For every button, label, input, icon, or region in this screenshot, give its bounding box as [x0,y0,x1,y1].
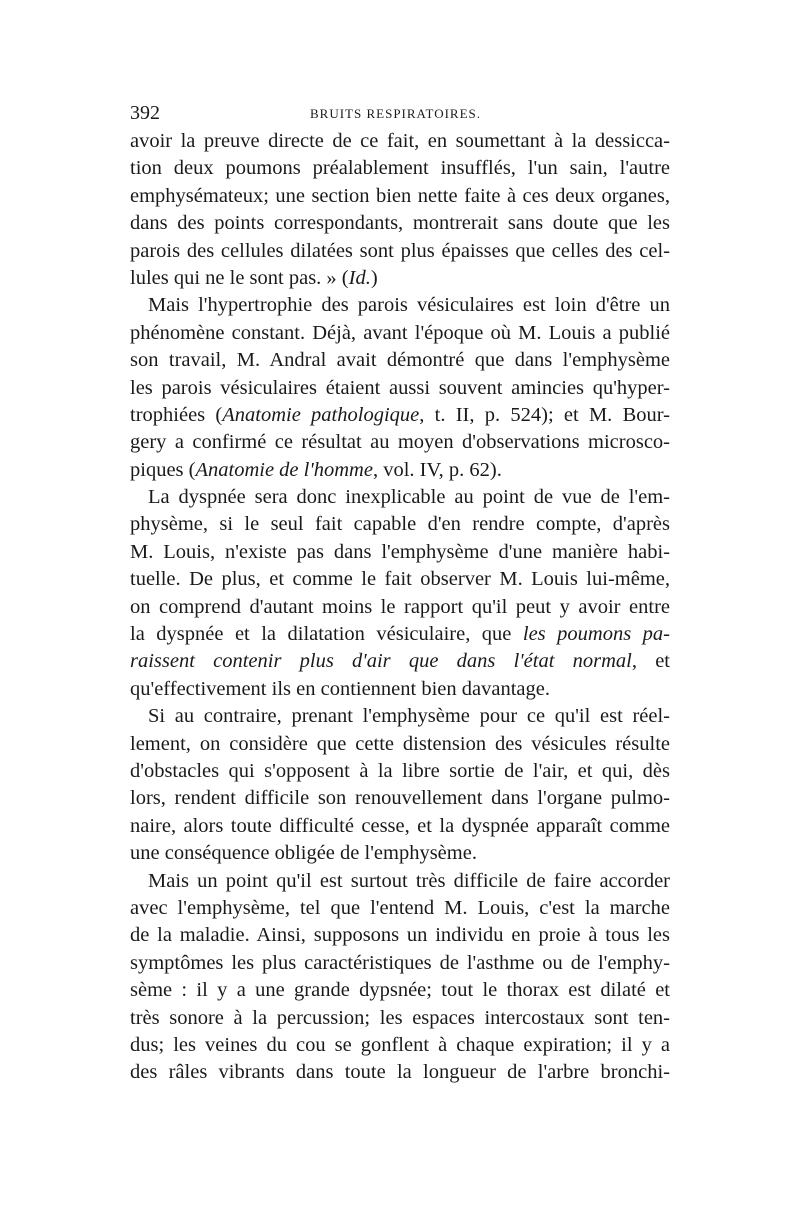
line-text: une conséquence obligée de l'emphysème. [130,842,477,865]
text-line [130,895,670,922]
italic-text: raissent contenir plus d'air que dans l'état normal [130,650,632,673]
text-line [130,292,670,319]
line-text: dus; les veines du cou se gonflent à chaque expiration; il y a [130,1033,670,1056]
line-text: emphysémateux; une section bien nette faite à ces deux organes, [130,184,670,207]
text-line [130,1005,670,1032]
line-text: on comprend d'autant moins le rapport qu'il peut y avoir entre [130,595,670,618]
text-line [130,703,670,730]
text-line [130,758,670,785]
line-text: , et [631,650,670,673]
text-line [130,922,670,949]
line-text: d'obstacles qui s'opposent à la libre sortie de l'air, et qui, dès [130,759,670,782]
line-text: très sonore à la percussion; les espaces intercostaux sont ten- [130,1006,670,1029]
line-text: tuelle. De plus, et comme le fait observer M. Louis lui-même, [130,568,670,591]
line-text: ) [370,266,378,289]
line-text: dans des points correspondants, montrerait sans doute que les [130,212,670,235]
text-line [130,429,670,456]
text-line [130,621,670,648]
text-line [130,813,670,840]
running-head: BRUITS RESPIRATOIRES. [310,106,482,121]
line-text: lement, on considère que cette distension des vésicules résulte [130,732,670,755]
italic-text: les poumons pa- [522,623,670,646]
line-text: lors, rendent difficile son renouvellement dans l'organe pulmo- [130,787,670,810]
page-number: 392 [130,102,160,124]
line-text: lules qui ne le sont pas. » ( [130,266,349,289]
line-text: avoir la preuve directe de ce fait, en soumettant à la dessicca- [130,130,670,152]
text-line [130,950,670,977]
text-line [130,484,670,511]
line-text: Si au contraire, prenant l'emphysème pour ce qu'il est réel- [148,705,670,728]
body-text [130,128,670,1087]
line-text: La dyspnée sera donc inexplicable au point de vue de l'em- [148,486,670,509]
line-text: des râles vibrants dans toute la longueur de l'arbre bronchi- [130,1061,670,1084]
line-text: symptômes les plus caractéristiques de l'asthme ou de l'emphy- [130,951,670,974]
text-line [130,868,670,895]
line-text: physème, si le seul fait capable d'en rendre compte, d'après [130,513,670,536]
text-line [130,785,670,812]
text-line [130,648,670,675]
text-line [130,347,670,374]
text-line [130,402,670,429]
line-text: parois des cellules dilatées sont plus épaisses que celles des cel- [130,239,670,262]
line-text: Mais un point qu'il est surtout très difficile de faire accorder [148,869,670,892]
line-text: , vol. IV, p. 62). [372,458,502,481]
line-text: avec l'emphysème, tel que l'entend M. Louis, c'est la marche [130,896,670,919]
text-line [130,840,670,867]
text-line [130,539,670,566]
line-text: gery a confirmé ce résultat au moyen d'observations microsco- [130,431,670,454]
text-line [130,155,670,182]
line-text: son travail, M. Andral avait démontré que dans l'emphysème [130,349,670,372]
text-line [130,676,670,703]
text-line [130,265,670,292]
line-text: Mais l'hypertrophie des parois vésiculaires est loin d'être un [148,294,670,317]
text-line [130,511,670,538]
text-line [130,128,670,155]
text-line [130,457,670,484]
text-line [130,210,670,237]
text-line [130,320,670,347]
text-line [130,566,670,593]
line-text: sème : il y a une grande dypsnée; tout le thorax est dilaté et [130,979,670,1002]
line-text: naire, alors toute difficulté cesse, et la dyspnée apparaît comme [130,814,670,837]
italic-text: Anatomie pathologique [222,403,420,426]
page-header [130,102,670,124]
italic-text: Anatomie de l'homme [195,458,373,481]
italic-text: Id. [348,266,371,289]
line-text: qu'effectivement ils en contiennent bien davantage. [130,677,550,700]
text-line [130,238,670,265]
line-text: trophiées ( [130,403,223,426]
text-line [130,731,670,758]
line-text: tion deux poumons préalablement insufflés, l'un sain, l'autre [130,157,670,180]
text-line [130,594,670,621]
text-line [130,1032,670,1059]
text-line [130,183,670,210]
text-line [130,1059,670,1086]
line-text: piques ( [130,458,196,481]
text-line [130,977,670,1004]
line-text: les parois vésiculaires étaient aussi souvent amincies qu'hyper- [130,376,670,399]
line-text: phénomène constant. Déjà, avant l'époque où M. Louis a publié [130,321,670,344]
line-text: la dyspnée et la dilatation vésiculaire, que [130,623,523,646]
line-text: , t. II, p. 524); et M. Bour- [419,403,670,426]
text-line [130,375,670,402]
line-text: M. Louis, n'existe pas dans l'emphysème d'une manière habi- [130,540,670,563]
line-text: de la maladie. Ainsi, supposons un individu en proie à tous les [130,924,670,947]
